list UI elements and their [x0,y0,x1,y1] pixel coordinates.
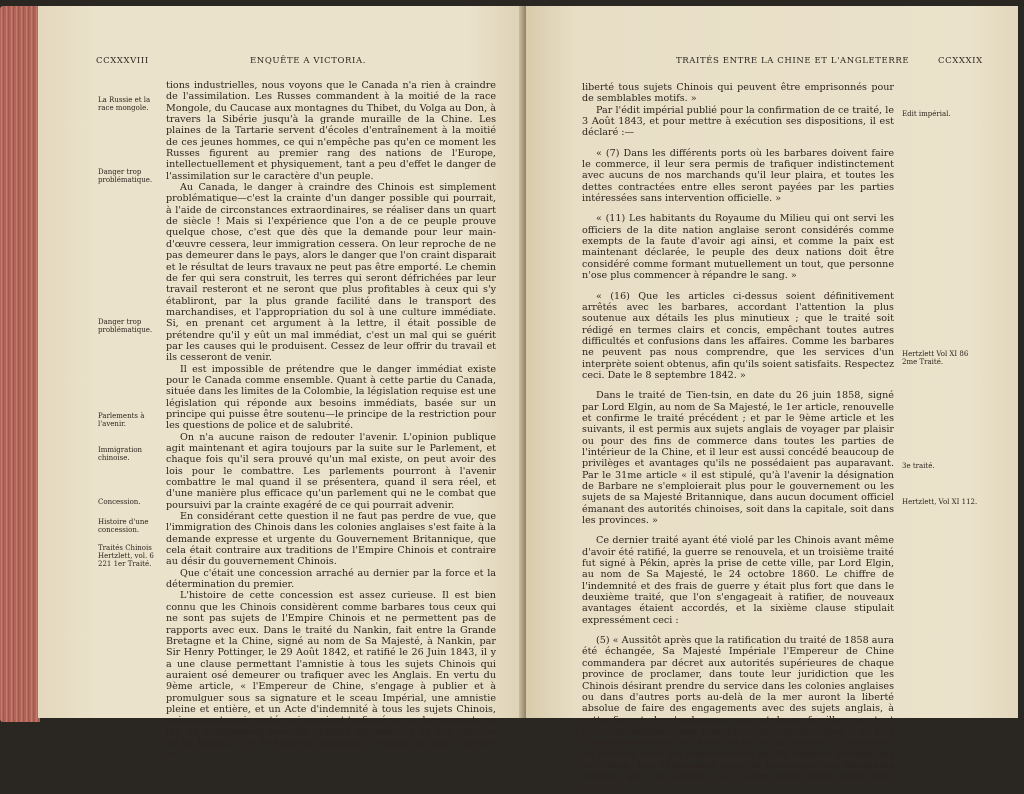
margin-note: Concession. [98,498,141,506]
margin-note: Danger trop problématique. [98,318,153,334]
margin-note: Danger trop problématique. [98,168,153,184]
left-body-text [166,80,496,761]
quote-paragraph: « (16) Que les articles ci-dessus soient définitivement arrêtés avec les barbares, accordant l'attention la plus soutenue aux détails les plus minutieux ; que le traité soit rédigé en termes clairs et concis, empêchant toutes autres difficultés et confusions dans les affaires. Comme les barbares ne peuvent pas nous comprendre, que les services d'un interprète soient obtenus, afin qu'ils soient satisfaits. Respectez ceci. Date le 8 septembre 1842. » [582,290,894,381]
paragraph: Dans le traité de Tien-tsin, en date du 26 juin 1858, signé par Lord Elgin, au nom de Sa Majesté, le 1er article, renouvelle et confirme le traité précédent ; et par le 9ème article et les suivants, il est permis aux sujets anglais de voyager par plaisir ou pour des fins de commerce dans toutes les parties de l'intérieur de la Chine, et il leur est aussi concédé beaucoup de privilèges et avantages qu'ils ne possédaient pas auparavant. Par le 31me article « il est stipulé, qu'à l'avenir la désignation de Barbare ne s'emploierait plus pour le gouvernement ou les sujets de sa Majesté Britannique, dans aucun document officiel émanant des autorités chinoises, soit dans la capitale, soit dans les provinces. » [582,390,894,527]
right-running-head: TRAITÉS ENTRE LA CHINE ET L'ANGLETERRE [676,56,910,66]
quote-paragraph: « (11) Les habitants du Royaume du Milieu qui ont servi les officiers de la dite nation anglaise seront considérés comme exempts de la faute d'avoir agi ainsi, et comme la paix est maintenant déclarée, le peuple des deux nations doit être considéré comme formant mutuellement un tout, que personne n'ose plus commencer à répandre le sang. » [582,213,894,282]
right-body-text [582,82,894,794]
margin-note: Hertzlett, Vol XI 112. [902,498,978,506]
paragraph: tions industrielles, nous voyons que le Canada n'a rien à craindre de l'assimilation. Les Russes commandent à la moitié de la race Mongole, du Caucase aux montagnes du Thibet, du Volga au Don, à travers la Sibérie jusqu'à la grande muraille de la Chine. Les plaines de la Tartarie servent d'écoles d'entraînement à la moitié de ces jeunes hommes, ce qui n'empêche pas qu'en ce moment les Russes figurent au premier rang des nations de l'Europe, intellectuellement et physiquement, tant a peu d'effet le danger de l'assimilation sur le caractère d'un peuple. [166,80,496,182]
paragraph: On n'a aucune raison de redouter l'avenir. L'opinion publique agit maintenant et agira toujours par la suite sur le Parlement, et chaque fois qu'il sera prouvé qu'un mal existe, on peut avoir des lois pour le combattre. Les parlements pourront à l'avenir combattre le mal quand il se présentera, quand il sera réel, et d'une manière plus efficace qu'un parlement qui ne le combat que poursuivi par la crainte exagéré de ce qui pourrait advenir. [166,431,496,511]
margin-note: Edit impérial. [902,110,951,118]
paragraph: Au Canada, le danger à craindre des Chinois est simplement problématique—c'est la crainte d'un danger possible qui pourrait, à l'aide de circonstances extraordinaires, se réaliser dans un quart de siècle ! Mais si l'expérience que l'on a de ce peuple prouve quelque chose, c'est que dès que la demande pour leur main-d'œuvre cessera, leur immigration cessera. On leur reproche de ne pas demeurer dans le pays, alors le danger que l'on craint disparait et le résultat de leurs travaux ne peut pas être emporté. Le chemin de fer qui sera construit, les terres qui seront défrichées par leur travail resteront et ne seront que plus profitables à ceux qui s'y établiront, par la plus grande facilité dans le transport des marchandises, et l'appropriation du sol à une culture immédiate. Si, en prenant cet argument à la lettre, il était possible de prétendre qu'il y eût un mal immédiat, c'est un mal qui se guérit par les causes qui le produisent. Cessez de leur offrir du travail et ils cesseront de venir. [166,182,496,364]
paragraph: Que c'était une concession arraché au dernier par la force et la détermination du premier. [166,567,496,591]
paragraph: liberté tous sujets Chinois qui peuvent être emprisonnés pour de semblables motifs. » [582,82,894,105]
paragraph: Par l'édit impérial publié pour la confirmation de ce traité, le 3 Août 1843, et pour mettre à exécution ses dispositions, il est déclaré :— [582,104,894,139]
margin-note: Hertzlett Vol XI 86 2me Traité. [902,350,969,366]
quote-paragraph: (5) « Aussitôt après que la ratification du traité de 1858 aura été échangée, Sa Majesté Impériale l'Empereur de Chine commandera par décret aux autorités supérieures de chaque province de proclamer, dans toute leur juridiction que les Chinois désirant prendre du service dans les colonies anglaises ou dans d'autres ports au-delà de la mer auront la liberté absolue de faire des engagements avec des sujets anglais, à cette fin, et de s'embarquer eux et leurs familles sur tout bâtiment anglais dans tout port libre de la Chine ; et Elle commandera aussi aux dites autorités supérieures, de préparer, de concert avec les représentants de Sa Majesté Britannique en Chine, tels règlements pour la protection des émigrants chinois, que les besoins des divers ports libres pourraient exiger. » [582,635,894,794]
left-running-head: ENQUÊTE A VICTORIA. [250,56,367,66]
paragraph: En considérant cette question il ne faut pas perdre de vue, que l'immigration des Chinois dans les colonies anglaises s'est faite à la demande expresse et urgente du Gouvernement Britannique, que cela était contraire aux traditions de l'Empire Chinois et contraire au désir du gouvernement Chinois. [166,511,496,568]
margin-note: Immigration chinoise. [98,446,143,462]
left-folio: CCXXXVIII [96,56,149,66]
paragraph: Il est impossible de prétendre que le danger immédiat existe pour le Canada comme ensemble. Quant à cette partie du Canada, située dans les limites de la Colombie, la législation requise est une législation qui réponde aux besoins immédiats, basée sur un principe qui puisse être soutenu—le principe de la restriction pour les questions de police et de salubrité. [166,363,496,432]
margin-note: 3e traité. [902,462,935,470]
paragraph: L'histoire de cette concession est assez curieuse. Il est bien connu que les Chinois considèrent comme barbares tous ceux qui ne sont pas sujets de l'Empire Chinois et ne permettent pas de rapports avec eux. Dans le traité du Nankin, fait entre la Grande Bretagne et la Chine, signé au nom de Sa Majesté, à Nankin, par Sir Henry Pottinger, le 29 Août 1842, et ratifié le 26 Juin 1843, il y a une clause permettant l'amnistie à tous les sujets Chinois qui auraient osé demeurer ou trafiquer avec les Anglais. En vertu du 9ème article, « l'Empereur de Chine, s'engage à publier et à promulguer sous sa signature et le sceau Impérial, une amnistie pleine et entière, et un Acte d'indemnité à tous les sujets Chinois, qui peuvent avoir resté, qui auraient trafiqué ou eu des rapports ou fait un engagement avec Sa Majesté Britannique ou des officiers de Sa Majesté ; et Sa Majesté Impériale, s'engage de plus à mettre en [166,590,496,761]
margin-note: La Russie et la race mongole. [98,96,151,112]
left-page [38,6,526,761]
right-page [526,6,1018,794]
right-folio: CCXXXIX [938,56,983,66]
margin-note: Parlements à l'avenir. [98,412,145,428]
page-edge-stack [0,6,40,722]
paragraph: Ce dernier traité ayant été violé par les Chinois avant même d'avoir été ratifié, la guerre se renouvela, et un troisième traité fut signé à Pékin, après la prise de cette ville, par Lord Elgin, au nom de Sa Majesté, le 24 octobre 1860. Le chiffre de l'indemnité et des frais de guerre y était plus fort que dans le deuxième traité, que l'on s'engageait à ratifier, de nouveaux avantages étaient accordés, et la sixième clause stipulait expressément ceci : [582,535,894,626]
margin-note: Traités Chinois Hertzlett, vol. 6 221 1er Traité. [98,544,154,568]
quote-paragraph: « (7) Dans les différents ports où les barbares doivent faire le commerce, il leur sera permis de trafiquer indistinctement avec aucuns de nos marchands qu'il leur plaira, et toutes les dettes contractées entre elles seront payées par les parties intéressées sans intervention officielle. » [582,147,894,205]
margin-note: Histoire d'une concession. [98,518,149,534]
